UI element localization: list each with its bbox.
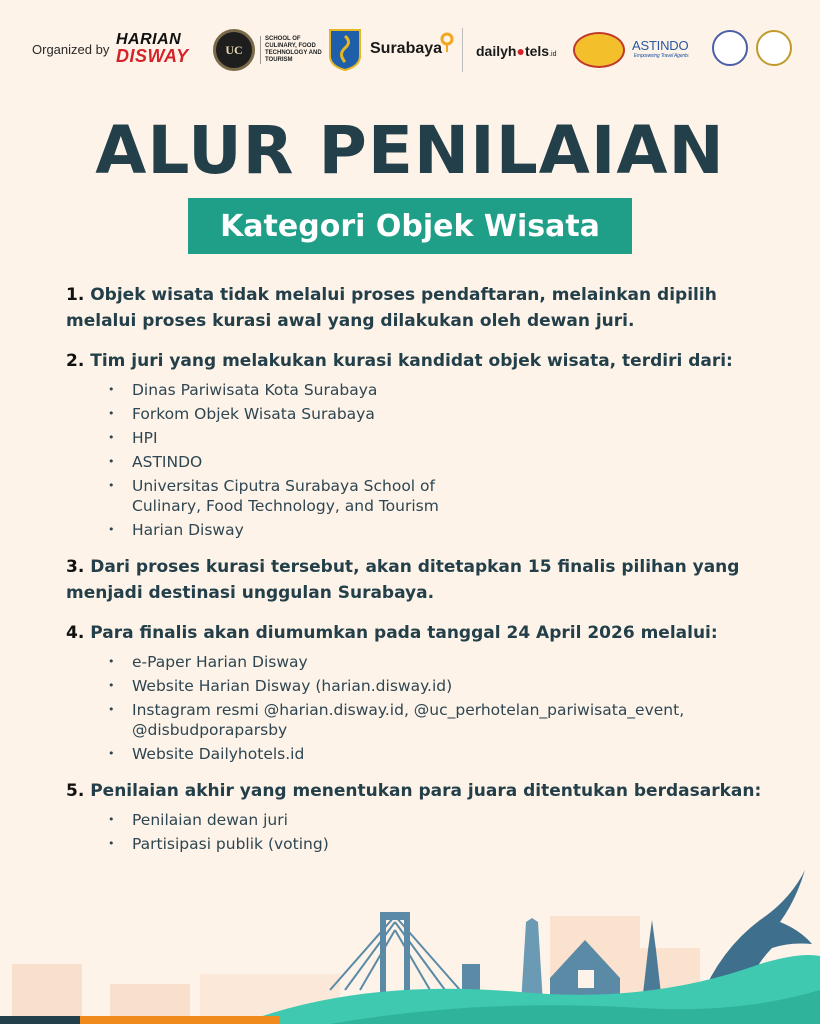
step-bullet-list [108,380,766,540]
step-number: 5. [66,781,85,801]
step-2 [66,348,766,540]
dailyhotels-text-post: tels [524,43,550,59]
step-description: Penilaian akhir yang menentukan para juara ditentukan berdasarkan: [90,781,762,801]
step-number: 2. [66,351,85,371]
organized-by-label: Organized by [32,42,110,57]
list-item: • Website Dailyhotels.id [108,744,766,764]
partner-seal-icon [712,30,748,66]
partner-emblem-icon [756,30,792,66]
step-text [66,778,766,804]
disway-logo-line1: HARIAN [116,31,182,48]
list-item: • Harian Disway [108,520,766,540]
uc-school-text: SCHOOL OF CULINARY, FOOD TECHNOLOGY AND TOURISM [260,36,324,64]
astindo-tagline: Empowering Travel Agents [633,53,689,59]
step-description: Tim juri yang melakukan kurasi kandidat objek wisata, terdiri dari: [90,351,733,371]
list-item: • Website Harian Disway (harian.disway.id) [108,676,766,696]
astindo-logo-text: ASTINDO [632,38,689,53]
surabaya-skyline-illustration [0,860,820,1024]
page-title: ALUR PENILAIAN [95,112,725,189]
step-text [66,348,766,374]
step-number: 1. [66,285,85,305]
step-bullet-list [108,810,766,854]
list-item: • Universitas Ciputra Surabaya School of Culinary, Food Technology, and Tourism [108,476,448,516]
surabaya-crest-icon [328,28,362,72]
step-text [66,282,766,334]
step-5 [66,778,766,854]
dailyhotels-logo [476,43,556,59]
step-text [66,554,766,606]
list-item: • Partisipasi publik (voting) [108,834,766,854]
list-item: • Penilaian dewan juri [108,810,766,830]
dailyhotels-text-pre: dailyh [476,43,517,59]
list-item: • ASTINDO [108,452,766,472]
step-4 [66,620,766,764]
step-1 [66,282,766,334]
list-item: • e-Paper Harian Disway [108,652,766,672]
bottom-strip [0,1016,80,1024]
header-divider [462,28,463,72]
hpi-logo-icon [573,32,625,68]
bg-building [12,964,82,1024]
step-text [66,620,766,646]
dailyhotels-suffix: .id [549,51,557,58]
dailyhotels-dot-icon: ● [516,43,525,59]
list-item: • HPI [108,428,766,448]
subtitle-banner [188,198,632,254]
disway-logo-line2: DISWAY [116,46,189,66]
surabaya-mark-icon [440,32,454,54]
step-number: 4. [66,623,85,643]
astindo-logo [632,38,688,59]
list-item: • Forkom Objek Wisata Surabaya [108,404,766,424]
list-item: • Dinas Pariwisata Kota Surabaya [108,380,766,400]
surabaya-logo: Surabaya [370,40,443,57]
page-subtitle: Kategori Objek Wisata [220,208,600,244]
harian-disway-logo [116,32,208,68]
bottom-strip [80,1016,280,1024]
step-description: Dari proses kurasi tersebut, akan ditetapkan 15 finalis pilihan yang menjadi destinasi unggulan Surabaya. [66,557,740,603]
steps-list [66,282,766,868]
list-item: • Instagram resmi @harian.disway.id, @uc_perhotelan_pariwisata_event, @disbudporaparsby [108,700,718,740]
header-logos [0,26,820,78]
uc-logo: UC [213,29,255,71]
step-bullet-list [108,652,766,764]
step-description: Objek wisata tidak melalui proses pendaftaran, melainkan dipilih melalui proses kurasi awal yang dilakukan oleh dewan juri. [66,285,717,331]
step-number: 3. [66,557,85,577]
step-3 [66,554,766,606]
step-description: Para finalis akan diumumkan pada tanggal 24 April 2026 melalui: [90,623,718,643]
